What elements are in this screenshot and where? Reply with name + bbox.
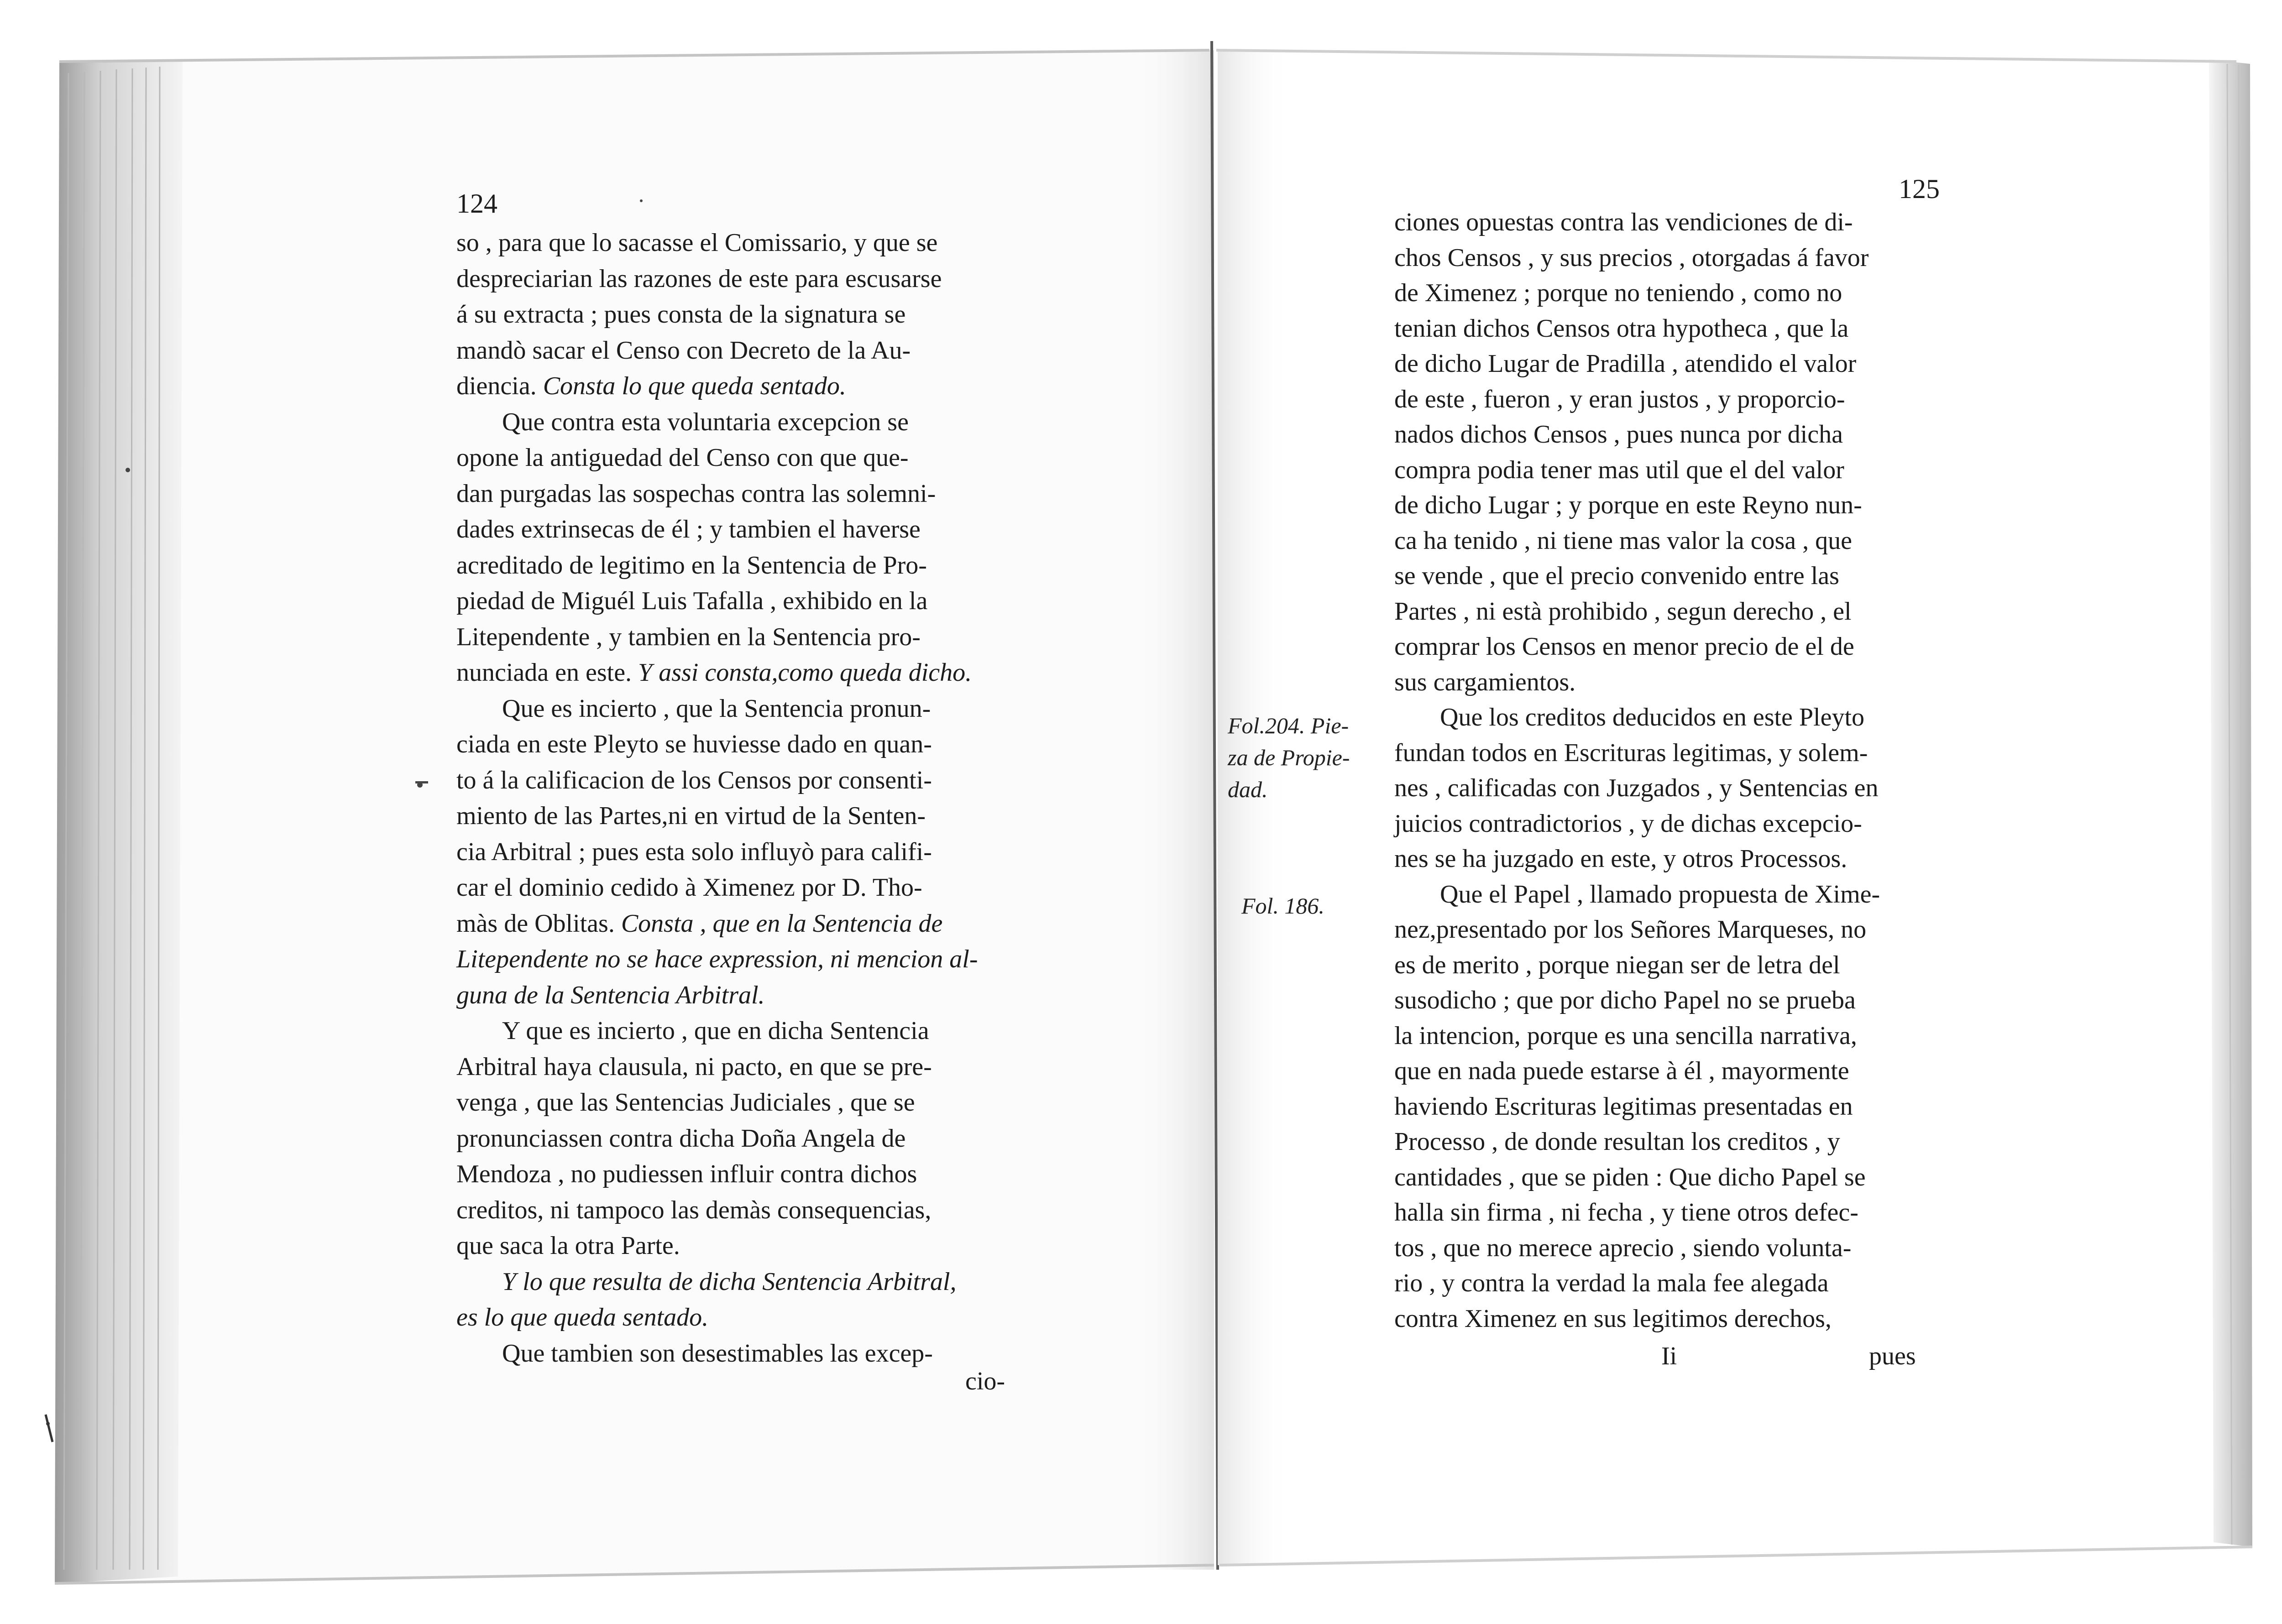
left-text-line bbox=[502, 1014, 929, 1048]
right-text-line bbox=[1394, 524, 1852, 558]
left-text-line bbox=[502, 1265, 956, 1299]
left-text-line bbox=[456, 1122, 905, 1155]
text-run: Processo , de donde resultan los creditos , y bbox=[1394, 1128, 1840, 1156]
right-text-line bbox=[1394, 983, 1856, 1017]
margin-note-fol-204-line2: za de Propie- bbox=[1228, 745, 1350, 770]
right-text-line bbox=[1394, 665, 1575, 699]
italic-text-run: Consta lo que queda sentado. bbox=[543, 372, 846, 400]
catchword-left: cio- bbox=[965, 1367, 1005, 1395]
left-text-line bbox=[456, 799, 926, 833]
text-run: de este , fueron , y eran justos , y proporcio- bbox=[1394, 385, 1845, 413]
text-run: pronunciassen contra dicha Doña Angela de bbox=[456, 1124, 906, 1153]
left-text-line bbox=[502, 692, 931, 726]
right-text-line bbox=[1394, 241, 1869, 275]
text-run: dan purgadas las sospechas contra las solemni- bbox=[456, 479, 936, 508]
right-text-line bbox=[1394, 312, 1848, 345]
left-text-line bbox=[456, 548, 927, 582]
right-text-line bbox=[1394, 807, 1862, 841]
text-run: comprar los Censos en menor precio de el de bbox=[1394, 632, 1854, 661]
text-run: de dicho Lugar de Pradilla , atendido el valor bbox=[1394, 350, 1857, 378]
text-run: que en nada puede estarse à él , mayormente bbox=[1394, 1057, 1849, 1085]
right-text-line bbox=[1394, 913, 1866, 946]
right-text-line bbox=[1394, 1019, 1857, 1053]
left-text-line bbox=[456, 1157, 917, 1191]
right-text-line bbox=[1394, 418, 1843, 451]
text-run: nados dichos Censos , pues nunca por dicha bbox=[1394, 420, 1843, 449]
right-text-line bbox=[1394, 771, 1879, 805]
text-run: fundan todos en Escrituras legitimas, y solem- bbox=[1394, 738, 1868, 767]
text-run: ca ha tenido , ni tiene mas valor la cosa , que bbox=[1394, 526, 1852, 555]
text-run: Arbitral haya clausula, ni pacto, en que se pre- bbox=[456, 1052, 932, 1081]
text-run: halla sin firma , ni fecha , y tiene otros defec- bbox=[1394, 1198, 1858, 1227]
right-text-line bbox=[1394, 488, 1862, 522]
text-run: piedad de Miguél Luis Tafalla , exhibido en la bbox=[456, 587, 928, 615]
right-text-line bbox=[1394, 347, 1856, 381]
right-text-line bbox=[1394, 1302, 1832, 1336]
left-text-line bbox=[456, 1300, 708, 1334]
text-run: juicios contradictorios , y de dichas excepcio- bbox=[1394, 809, 1862, 838]
left-text-line bbox=[502, 1337, 933, 1370]
text-run: chos Censos , y sus precios , otorgadas á favor bbox=[1394, 243, 1869, 272]
text-run: dades extrinsecas de él ; y tambien el haverse bbox=[456, 515, 921, 543]
text-run: sus cargamientos. bbox=[1394, 668, 1576, 696]
margin-note-fol-204-line3: dad. bbox=[1228, 777, 1268, 802]
text-run: diencia. bbox=[456, 372, 543, 400]
right-text-line bbox=[1394, 1266, 1828, 1300]
right-text-line bbox=[1394, 559, 1839, 593]
text-run: venga , que las Sentencias Judiciales , que se bbox=[456, 1088, 915, 1117]
left-text-line bbox=[456, 942, 978, 976]
text-run: Que el Papel , llamado propuesta de Xime- bbox=[1440, 880, 1880, 909]
text-run: Que contra esta voluntaria excepcion se bbox=[502, 407, 909, 436]
margin-note-fol-204-line1: Fol.204. Pie- bbox=[1228, 713, 1349, 738]
text-run: tenian dichos Censos otra hypotheca , que la bbox=[1394, 314, 1849, 343]
text-run: despreciarian las razones de este para escusarse bbox=[456, 264, 942, 293]
text-run: opone la antiguedad del Censo con que que- bbox=[456, 444, 909, 472]
text-run: haviendo Escrituras legitimas presentadas en bbox=[1394, 1092, 1853, 1121]
left-text-line bbox=[456, 1193, 931, 1227]
left-text-line bbox=[456, 1229, 680, 1263]
right-text-line bbox=[1394, 453, 1844, 487]
left-text-line bbox=[456, 907, 942, 940]
left-text-line bbox=[456, 441, 909, 475]
text-run: contra Ximenez en sus legitimos derechos, bbox=[1394, 1304, 1832, 1333]
right-text-line bbox=[1394, 595, 1852, 628]
right-text-line bbox=[1394, 382, 1845, 416]
text-run: nes se ha juzgado en este, y otros Processos. bbox=[1394, 845, 1848, 873]
left-text-line bbox=[456, 763, 932, 797]
left-text-line bbox=[456, 656, 972, 689]
text-run: Partes , ni està prohibido , segun derecho , el bbox=[1394, 597, 1852, 626]
page-number-right: 125 bbox=[1899, 174, 1940, 204]
text-run: màs de Oblitas. bbox=[456, 909, 621, 938]
signature-mark: Ii bbox=[1661, 1342, 1677, 1370]
left-text-line bbox=[456, 512, 921, 546]
right-text-line bbox=[1394, 1231, 1851, 1265]
text-run: Que es incierto , que la Sentencia pronun- bbox=[502, 694, 931, 723]
text-run: es de merito , porque niegan ser de letra del bbox=[1394, 950, 1840, 979]
text-run: creditos, ni tampoco las demàs consequencias, bbox=[456, 1196, 932, 1224]
right-text-line bbox=[1394, 630, 1854, 663]
text-run: de Ximenez ; porque no teniendo , como no bbox=[1394, 279, 1842, 307]
left-text-line bbox=[456, 1086, 915, 1119]
right-text-line bbox=[1394, 736, 1868, 770]
left-text-line bbox=[456, 262, 942, 296]
text-run: cantidades , que se piden : Que dicho Papel se bbox=[1394, 1163, 1866, 1191]
page-number-left: 124 bbox=[456, 188, 497, 219]
italic-text-run: Litependente no se hace expression, ni mencion al- bbox=[456, 945, 978, 973]
italic-text-run: Y lo que resulta de dicha Sentencia Arbitral, bbox=[502, 1267, 957, 1296]
left-text-line bbox=[456, 871, 922, 904]
text-run: nunciada en este. bbox=[456, 658, 639, 687]
left-text-line bbox=[456, 477, 936, 511]
left-text-line bbox=[456, 727, 932, 761]
text-run: Que los creditos deducidos en este Pleyto bbox=[1440, 703, 1865, 731]
text-run: compra podia tener mas util que el del valor bbox=[1394, 455, 1844, 484]
catchword-right: pues bbox=[1869, 1342, 1916, 1370]
text-run: la intencion, porque es una sencilla narrativa, bbox=[1394, 1021, 1857, 1050]
italic-text-run: guna de la Sentencia Arbitral. bbox=[456, 981, 765, 1009]
text-run: ciones opuestas contra las vendiciones de di- bbox=[1394, 208, 1853, 236]
italic-text-run: Y assi consta,como queda dicho. bbox=[638, 658, 972, 687]
left-text-line bbox=[456, 226, 937, 260]
text-run: rio , y contra la verdad la mala fee alegada bbox=[1394, 1269, 1829, 1297]
text-run: Mendoza , no pudiessen influir contra dichos bbox=[456, 1160, 917, 1188]
text-run: que saca la otra Parte. bbox=[456, 1232, 680, 1260]
text-run: á su extracta ; pues consta de la signatura se bbox=[456, 300, 906, 329]
text-run: nes , calificadas con Juzgados , y Sentencias en bbox=[1394, 774, 1879, 802]
text-run: cia Arbitral ; pues esta solo influyò para califi- bbox=[456, 837, 932, 866]
right-text-line bbox=[1394, 1160, 1866, 1194]
text-run: miento de las Partes,ni en virtud de la Senten- bbox=[456, 802, 926, 830]
left-text-line bbox=[456, 620, 921, 654]
left-text-line bbox=[456, 978, 765, 1012]
text-run: to á la calificacion de los Censos por consenti- bbox=[456, 766, 932, 794]
right-text-line bbox=[1440, 877, 1880, 911]
italic-text-run: Consta , que en la Sentencia de bbox=[621, 909, 943, 938]
left-text-line bbox=[456, 334, 911, 367]
text-run: se vende , que el precio convenido entre las bbox=[1394, 562, 1839, 590]
text-run: susodicho ; que por dicho Papel no se prueba bbox=[1394, 986, 1856, 1014]
text-run: acreditado de legitimo en la Sentencia de Pro- bbox=[456, 551, 927, 580]
right-text-line bbox=[1394, 842, 1847, 876]
text-run: car el dominio cedido à Ximenez por D. Tho- bbox=[456, 873, 922, 902]
right-text-line bbox=[1394, 948, 1840, 982]
right-text-line bbox=[1440, 700, 1864, 734]
left-text-line bbox=[502, 405, 909, 439]
margin-note-fol-186: Fol. 186. bbox=[1241, 893, 1324, 919]
left-text-line bbox=[456, 584, 927, 618]
right-text-line bbox=[1394, 276, 1842, 310]
left-text-line bbox=[456, 298, 905, 331]
text-run: mandò sacar el Censo con Decreto de la Au- bbox=[456, 336, 911, 365]
text-run: Litependente , y tambien en la Sentencia pro- bbox=[456, 622, 921, 651]
text-run: Y que es incierto , que en dicha Sentencia bbox=[502, 1017, 929, 1045]
text-run: Que tambien son desestimables las excep- bbox=[502, 1339, 933, 1368]
margin-note-fol-204 bbox=[1228, 710, 1350, 805]
text-run: ciada en este Pleyto se huviesse dado en quan- bbox=[456, 730, 932, 758]
text-run: de dicho Lugar ; y porque en este Reyno nun- bbox=[1394, 491, 1862, 519]
left-text-line bbox=[456, 369, 846, 403]
italic-text-run: es lo que queda sentado. bbox=[456, 1303, 709, 1332]
text-run: so , para que lo sacasse el Comissario, y que se bbox=[456, 229, 938, 257]
text-run: nez,presentado por los Señores Marqueses, no bbox=[1394, 915, 1867, 944]
left-text-line bbox=[456, 835, 932, 869]
right-text-line bbox=[1394, 205, 1853, 239]
right-text-line bbox=[1394, 1054, 1849, 1088]
right-text-line bbox=[1394, 1125, 1840, 1159]
left-text-line bbox=[456, 1050, 932, 1084]
right-text-line bbox=[1394, 1090, 1853, 1123]
right-text-line bbox=[1394, 1196, 1858, 1229]
text-run: tos , que no merece aprecio , siendo volunta- bbox=[1394, 1233, 1852, 1262]
